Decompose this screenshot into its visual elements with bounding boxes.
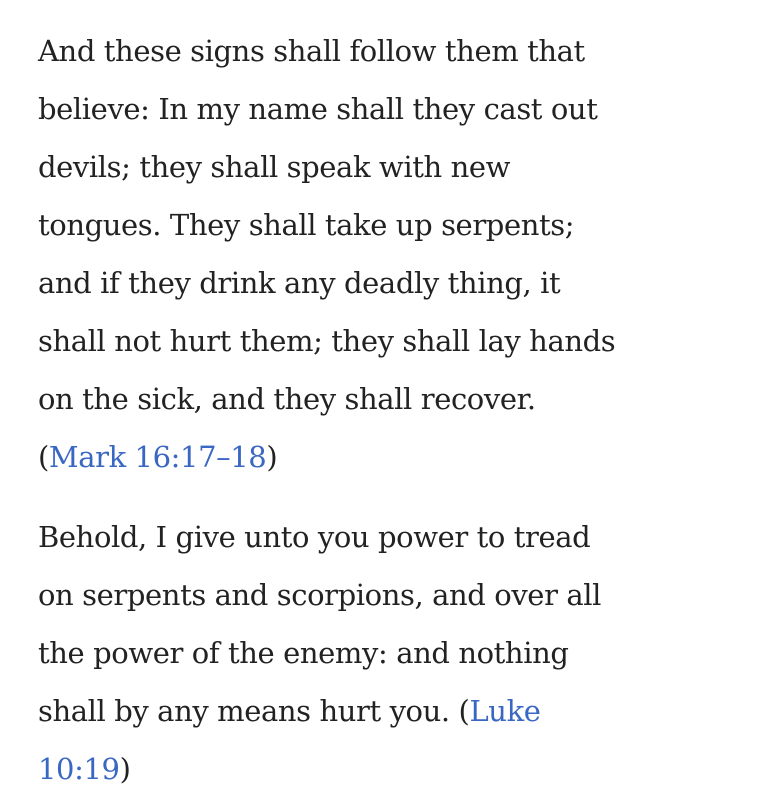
passage-line: shall not hurt them; they shall lay hands xyxy=(38,324,616,358)
scripture-passage-luke xyxy=(38,508,738,798)
passage-line: devils; they shall speak with new xyxy=(38,150,511,184)
scripture-passage-mark xyxy=(38,22,738,486)
passage-line: tongues. They shall take up serpents; xyxy=(38,208,575,242)
passage-line: Behold, I give unto you power to tread xyxy=(38,520,591,554)
reference-open-paren: ( xyxy=(38,440,49,474)
reference-close-paren: ) xyxy=(119,752,131,786)
passage-line: And these signs shall follow them that xyxy=(38,34,585,68)
passage-line: believe: In my name shall they cast out xyxy=(38,92,598,126)
passage-line: the power of the enemy: and nothing xyxy=(38,636,569,670)
luke-reference-link-part1[interactable]: Luke xyxy=(469,694,541,728)
reference-line xyxy=(38,428,738,486)
passage-line xyxy=(38,682,738,740)
reference-line xyxy=(38,740,738,798)
mark-reference-link[interactable]: Mark 16:17–18 xyxy=(48,440,267,474)
reference-close-paren: ) xyxy=(266,440,278,474)
passage-line: on serpents and scorpions, and over all xyxy=(38,578,601,612)
passage-line-text: shall by any means hurt you. ( xyxy=(38,694,470,728)
article-body xyxy=(38,22,738,798)
passage-line: and if they drink any deadly thing, it xyxy=(38,266,561,300)
luke-reference-link-part2[interactable]: 10:19 xyxy=(38,752,120,786)
passage-line: on the sick, and they shall recover. xyxy=(38,382,536,416)
